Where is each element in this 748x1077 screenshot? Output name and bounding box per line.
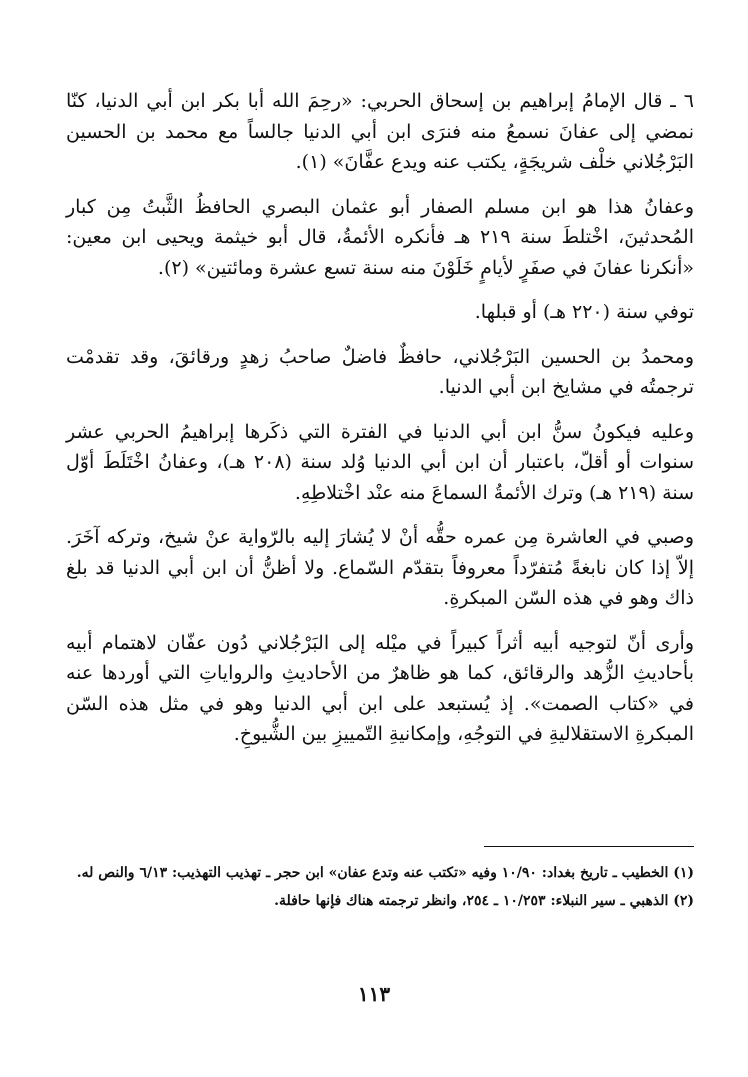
paragraph-2: وعفانُ هذا هو ابن مسلم الصفار أبو عثمان البصري الحافظُ الثَّبتُ مِن كبار المُحدثينَ، اخْتلطَ سنة ٢١٩ هـ فأنكره الأئمةُ، قال أبو خيثمة ويحيى ابن معين: «أنكرنا عفانَ في صفَرٍ لأيامٍ خَلَوْنَ منه سنة تسع عشرة ومائتين» (٢). bbox=[66, 195, 695, 279]
footnote-1: (١) الخطيب ـ تاريخ بغداد: ١٠/٩٠ وفيه «تكتب عنه وتدع عفان» ابن حجر ـ تهذيب التهذيب: ٦/١٣ والنص له. bbox=[76, 865, 694, 881]
paragraph-1: ٦ ـ قال الإمامُ إبراهيم بن إسحاق الحربي: «رحِمَ الله أبا بكر ابن أبي الدنيا، كنّا نمضي إلى عفانَ نسمعُ منه فنرَى ابن أبي الدنيا جالساً مع محمد بن الحسين البَرْجُلاني خلْف شريجَةٍ، يكتب عنه ويدع عفَّانَ» (١). bbox=[66, 90, 694, 173]
paragraph-7: وأرى أنّ لتوجيه أبيه أثراً كبيراً في ميْله إلى البَرْجُلاني دُون عفّان لاهتمام أبيه بأحاديثِ الزُّهد والرقائق، كما هو ظاهرٌ من الأحاديثِ والرواياتِ التي أوردها عنه في «كتاب الصمت». إذ يُستبعد على ابن أبي الدنيا وهو في مثل هذه السّن المبكرةِ الاستقلاليةِ في التوجُهِ، وإمكانيةِ التّمييزِ بين الشُّيوخِ. bbox=[66, 631, 694, 745]
paragraph-5: وعليه فيكونُ سنُّ ابن أبي الدنيا في الفترة التي ذكَرها إبراهيمُ الحربي عشر سنوات أو أقلّ، باعتبار أن ابن أبي الدنيا وُلد سنة (٢٠٨ هـ)، وعفانُ اخْتَلَطَ أوّل سنة (٢١٩ هـ) وترك الأئمةُ السماعَ منه عنْد اخْتلاطِهِ. bbox=[66, 420, 695, 504]
page-number: ١١٣ bbox=[357, 982, 391, 1006]
footnotes bbox=[66, 846, 694, 917]
main-text bbox=[66, 86, 694, 764]
footnote-2: (٢) الذهبي ـ سير النبلاء: ١٠/٢٥٣ ـ ٢٥٤، وانظر ترجمته هناك فإنها حافلة. bbox=[274, 893, 694, 909]
paragraph-6: وصبي في العاشرة مِن عمره حقُّه أنْ لا يُشارَ إليه بالرّواية عنْ شيخ، وتركه آخَرَ. إلاّ إذا كان نابغةً مُتفرّداً معروفاً بتقدّم السّماع. ولا أظنُّ أن ابن أبي الدنيا قد بلغ ذاك وهو في هذه السّن المبكرةِ. bbox=[66, 526, 694, 609]
paragraph-4: ومحمدُ بن الحسين البَرْجُلاني، حافظٌ فاضلٌ صاحبُ زهدٍ ورقائقَ، وقد تقدمْت ترجمتُه في مشايخ ابن أبي الدنيا. bbox=[66, 345, 694, 398]
footnote-divider bbox=[484, 846, 694, 847]
paragraph-3: توفي سنة (٢٢٠ هـ) أو قبلها. bbox=[474, 301, 694, 323]
